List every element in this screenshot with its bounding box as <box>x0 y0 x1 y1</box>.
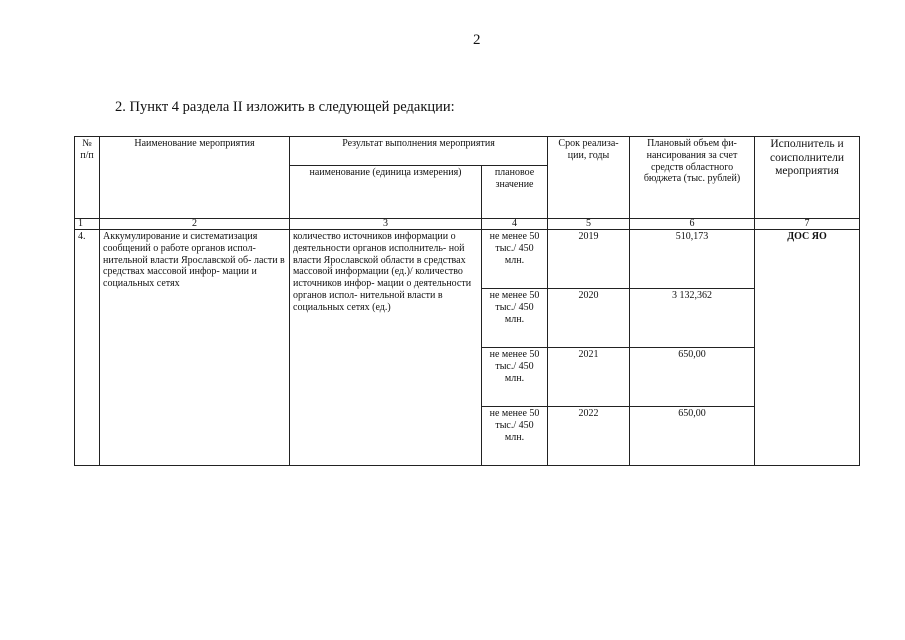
header-result-name: наименование (единица измерения) <box>290 166 482 219</box>
header-row <box>75 137 860 166</box>
header-term: Срок реализа- ции, годы <box>548 137 630 219</box>
table-row <box>75 230 860 289</box>
header-result: Результат выполнения мероприятия <box>290 137 548 166</box>
row-result-name: количество источников информации о деятельности органов исполнитель- ной власти Ярославской области в средствах массовой информации (ед.)/ количество источников инфор- мации о деятельности органов испол- нительной власти в социальных сетях (ед.) <box>290 230 482 466</box>
column-number: 2 <box>100 219 290 230</box>
header-result-plan: плановое значение <box>482 166 548 219</box>
row-volume: 3 132,362 <box>630 289 755 348</box>
row-plan-value: не менее 50 тыс./ 450 млн. <box>482 407 548 466</box>
row-plan-value: не менее 50 тыс./ 450 млн. <box>482 230 548 289</box>
column-number: 5 <box>548 219 630 230</box>
row-year: 2022 <box>548 407 630 466</box>
row-executor: ДОС ЯО <box>755 230 860 466</box>
row-volume: 510,173 <box>630 230 755 289</box>
row-name: Аккумулирование и систематизация сообщений о работе органов испол- нительной власти Ярославской об- ласти в средствах массовой инфор- мации и социальных сетях <box>100 230 290 466</box>
header-volume: Плановый объем фи- нансирования за счет средств областного бюджета (тыс. рублей) <box>630 137 755 219</box>
column-number: 1 <box>75 219 100 230</box>
column-number-row <box>75 219 860 230</box>
column-number: 7 <box>755 219 860 230</box>
header-name: Наименование мероприятия <box>100 137 290 219</box>
header-num: № п/п <box>75 137 100 219</box>
row-year: 2020 <box>548 289 630 348</box>
row-plan-value: не менее 50 тыс./ 450 млн. <box>482 289 548 348</box>
header-executor: Исполнитель и соисполнители мероприятия <box>755 137 860 219</box>
page-number: 2 <box>473 32 481 48</box>
column-number: 4 <box>482 219 548 230</box>
row-num: 4. <box>75 230 100 466</box>
column-number: 3 <box>290 219 482 230</box>
row-year: 2021 <box>548 348 630 407</box>
row-volume: 650,00 <box>630 407 755 466</box>
row-plan-value: не менее 50 тыс./ 450 млн. <box>482 348 548 407</box>
intro-paragraph: 2. Пункт 4 раздела II изложить в следующей редакции: <box>115 99 455 115</box>
row-volume: 650,00 <box>630 348 755 407</box>
row-year: 2019 <box>548 230 630 289</box>
column-number: 6 <box>630 219 755 230</box>
program-table <box>74 136 860 466</box>
